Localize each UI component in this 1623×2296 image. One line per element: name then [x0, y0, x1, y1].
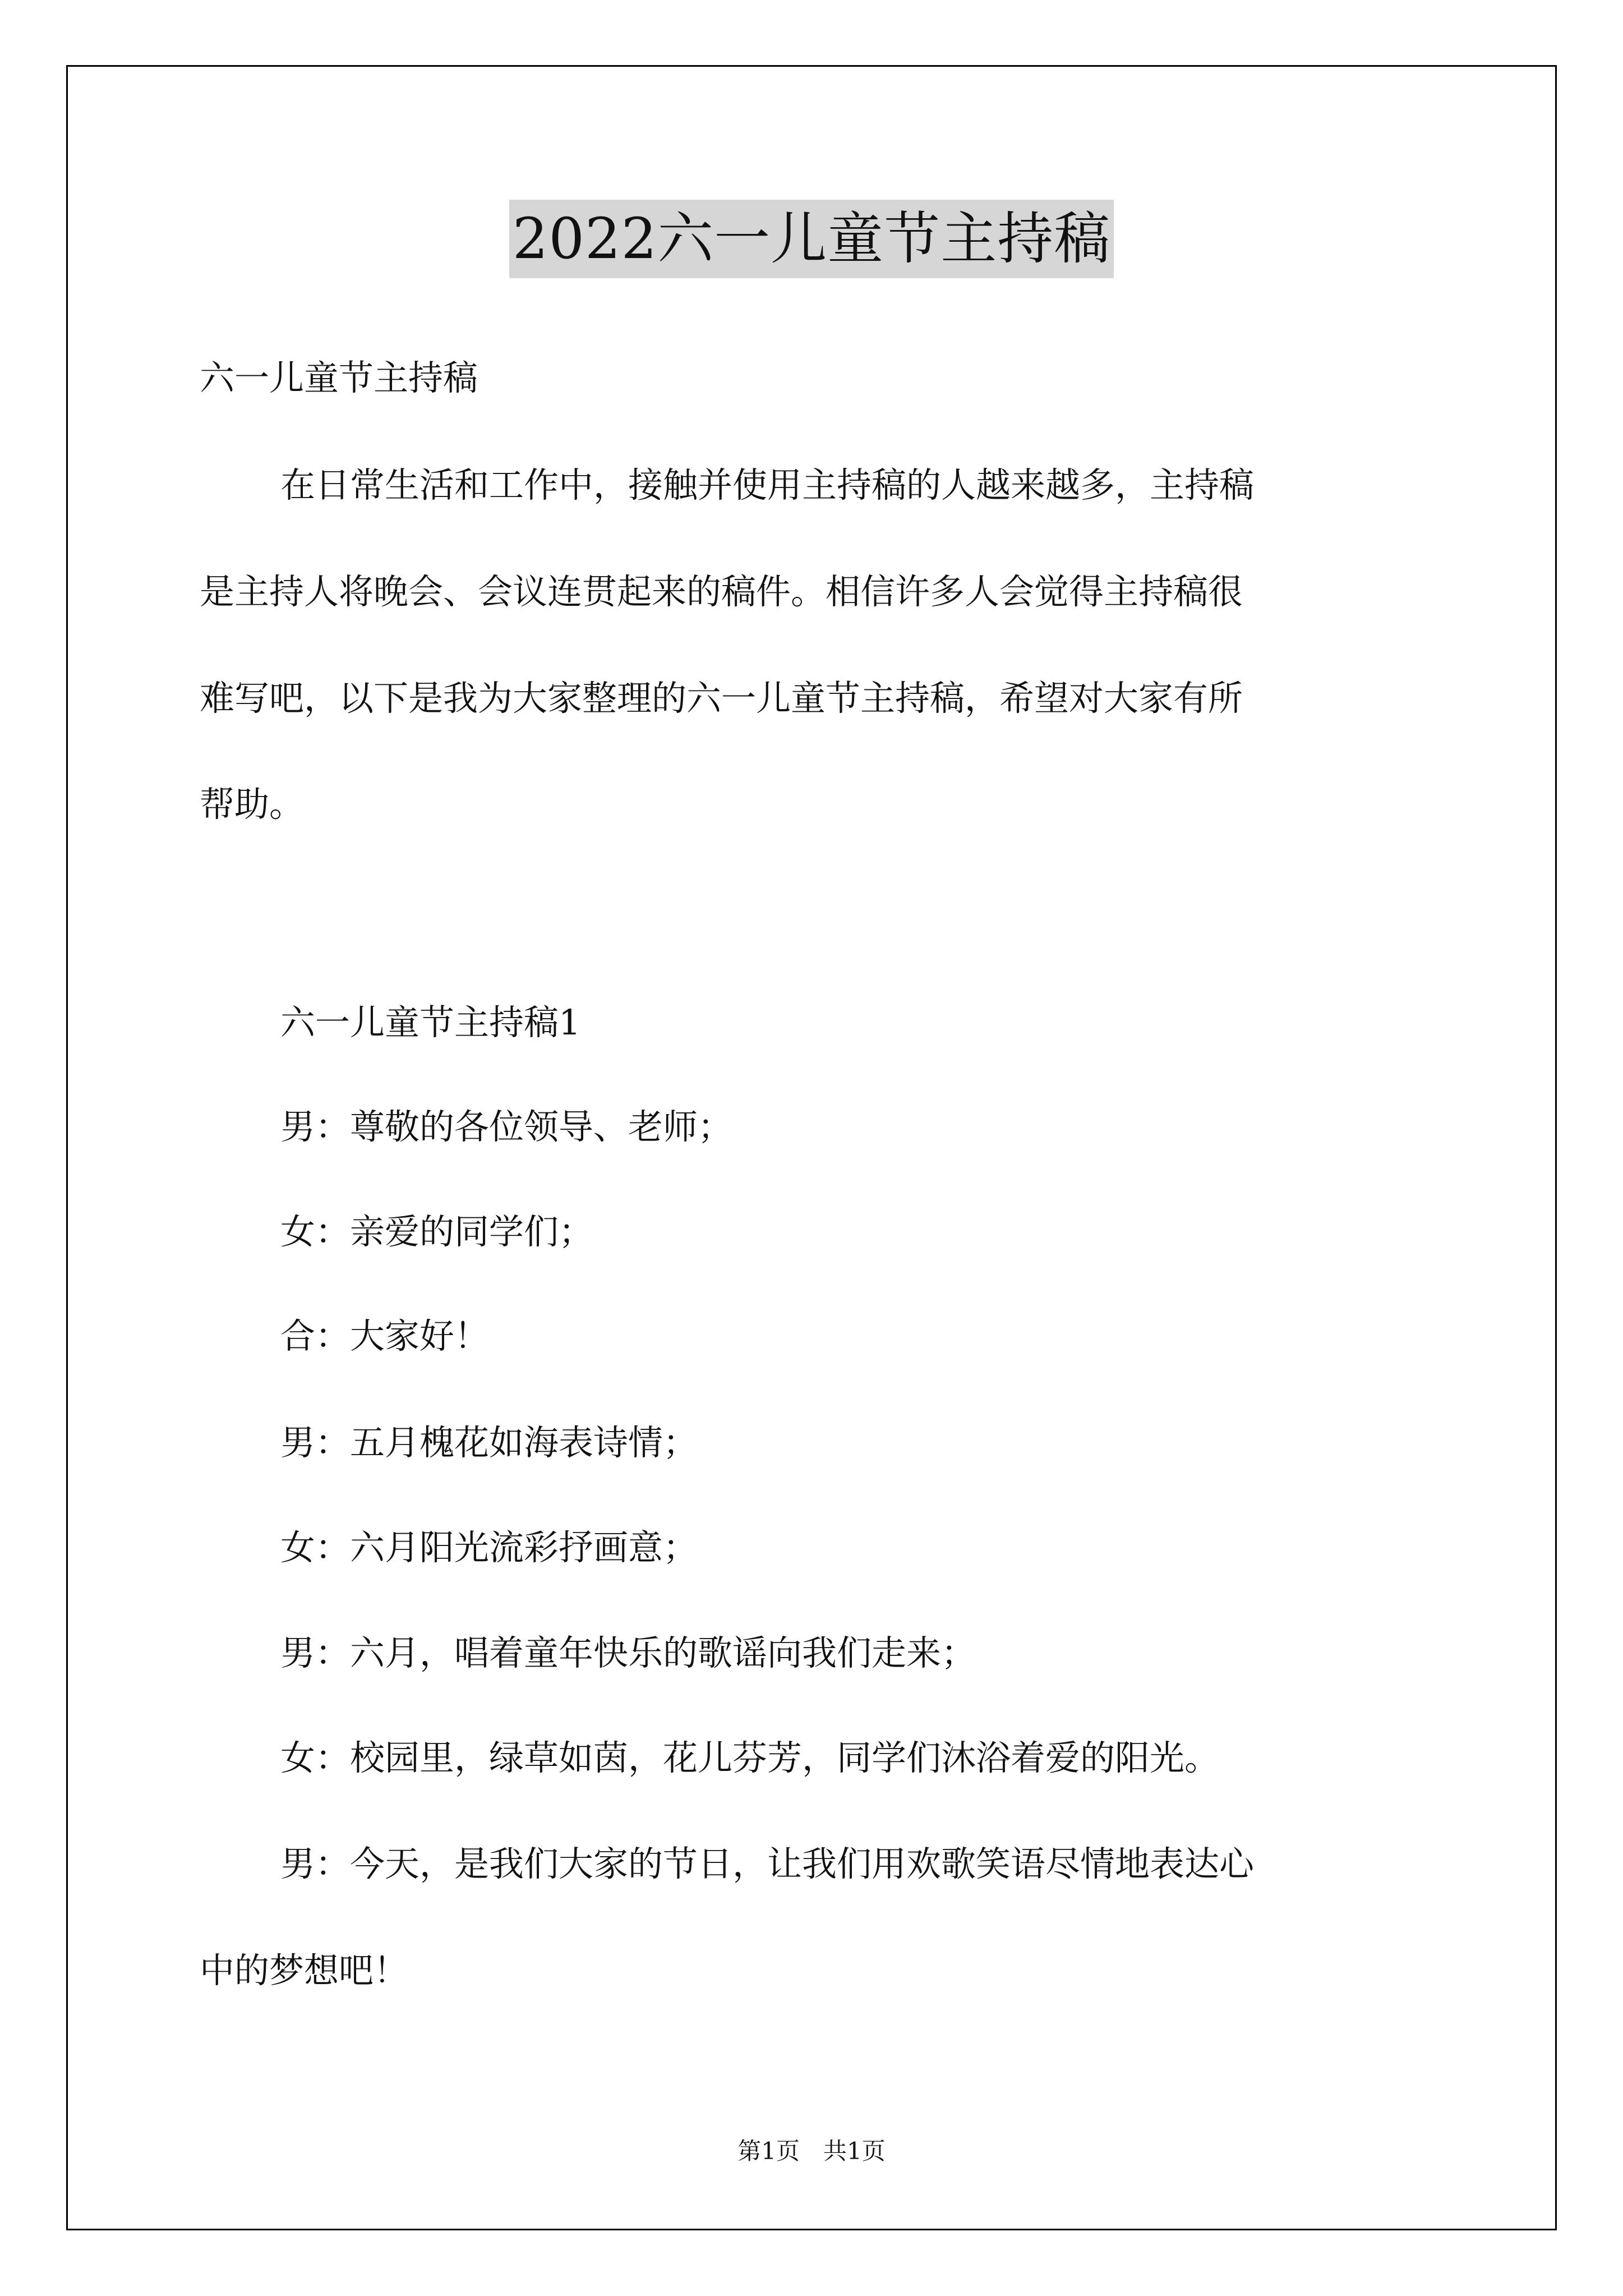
script-line: 男：尊敬的各位领导、老师；	[280, 1106, 733, 1147]
intro-line-2: 是主持人将晚会、会议连贯起来的稿件。相信许多人会觉得主持稿很	[200, 571, 1243, 612]
script-line: 女：六月阳光流彩抒画意；	[280, 1527, 698, 1568]
intro-line-4: 帮助。	[200, 784, 305, 825]
script-line: 合：大家好！	[280, 1315, 490, 1356]
intro-line-3: 难写吧，以下是我为大家整理的六一儿童节主持稿，希望对大家有所	[200, 678, 1243, 719]
script-line: 中的梦想吧！	[200, 1950, 409, 1991]
document-subtitle: 六一儿童节主持稿	[200, 357, 478, 398]
script-line: 女：校园里，绿草如茵，花儿芬芳，同学们沐浴着爱的阳光。	[280, 1737, 1220, 1778]
script-line: 女：亲爱的同学们；	[280, 1211, 594, 1252]
page-footer: 第1页 共1页	[737, 2137, 886, 2165]
script-line: 男：今天，是我们大家的节日，让我们用欢歌笑语尽情地表达心	[280, 1843, 1255, 1884]
document-title: 2022六一儿童节主持稿	[509, 200, 1114, 278]
script-line: 男：五月槐花如海表诗情；	[280, 1422, 698, 1463]
title-container	[0, 200, 1623, 278]
script-line: 男：六月，唱着童年快乐的歌谣向我们走来；	[280, 1632, 976, 1673]
section-heading: 六一儿童节主持稿1	[280, 1002, 581, 1043]
intro-line-1: 在日常生活和工作中，接触并使用主持稿的人越来越多，主持稿	[280, 464, 1255, 505]
